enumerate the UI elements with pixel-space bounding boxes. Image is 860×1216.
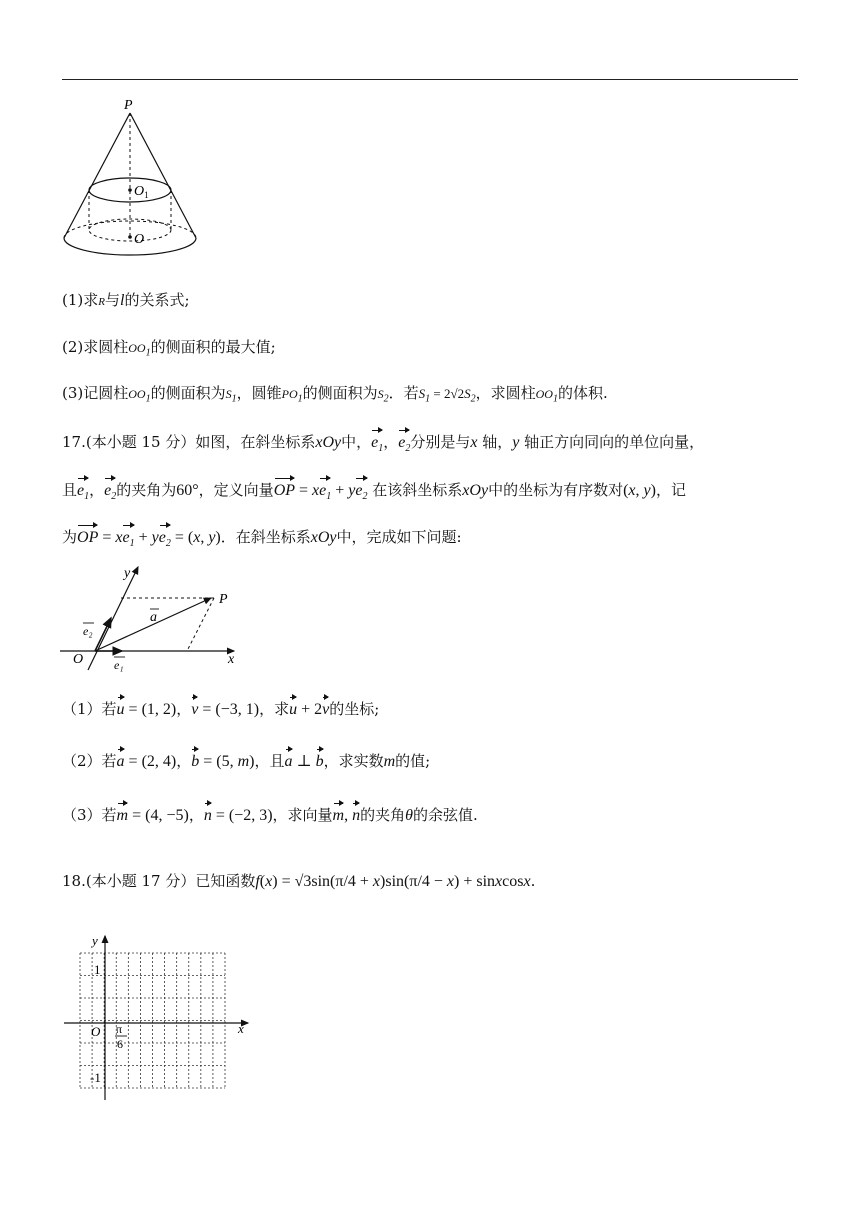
grid-coordinate-figure [60, 930, 250, 1102]
q17-part1: （1）若u = (1, 2)，v = (−3, 1)，求u + 2v的坐标; [62, 700, 380, 718]
label-6: 6 [117, 1037, 123, 1051]
parallel-dashed-right [187, 598, 214, 651]
label-o: O [134, 232, 145, 247]
dashed-grid [80, 953, 225, 1088]
point-o1 [128, 188, 132, 192]
q17-line1: 17.(本小题 15 分）如图，在斜坐标系xOy中，$e_1$，$e_2$分别是与x 轴，y 轴正方向同向的单位向量， [62, 432, 704, 459]
q17-part3: （3）若m = (4, −5)，n = (−2, 3)，求向量m, n的夹角θ的余弦值. [62, 806, 478, 824]
y-axis [88, 567, 138, 670]
vector-e2 [95, 618, 111, 651]
q18-line1: 18.(本小题 17 分）已知函数f(x) = √3sin(π/4 + x)sin(π/4 − x) + sinxcosx. [62, 872, 536, 890]
label-e1: e₁ [114, 658, 124, 672]
label-p: P [219, 592, 228, 607]
label-y: y [92, 933, 98, 948]
point-o [128, 235, 132, 239]
q16-part1: (1)求R与l的关系式; [62, 291, 190, 309]
label-e2: e₂ [83, 624, 93, 638]
label-a: a [150, 610, 157, 625]
q17-line2: 且$e_1$，$e_2$的夹角为60°，定义向量OP = $xe_1 + ye_2$ 在该斜坐标系xOy中的坐标为有序数对(x, y)，记 [62, 480, 686, 507]
label-x: x [238, 1021, 244, 1036]
label-p: P [124, 98, 133, 113]
label-neg1: -1 [90, 1070, 101, 1085]
q16-part2: (2)求圆柱$OO_1$的侧面积的最大值; [62, 338, 276, 359]
label-o1: $O_1$ [134, 184, 149, 200]
label-y: y [124, 566, 131, 581]
oblique-coordinate-figure [58, 562, 243, 674]
label-o: O [91, 1024, 101, 1039]
header-rule [62, 79, 798, 80]
label-x: x [228, 652, 235, 667]
cone-right-generatrix [130, 113, 196, 238]
q17-line3: 为OP = $xe_1 + ye_2 = (x$, y)．在斜坐标系xOy中，完成如下问题: [62, 527, 462, 554]
q17-part2: （2）若a = (2, 4)，b = (5, m)，且a ⊥ b，求实数m的值; [62, 752, 431, 770]
label-1: 1 [94, 962, 101, 977]
q16-part3: (3)记圆柱$OO_1$的侧面积为$S_1$，圆锥$PO_1$的侧面积为$S_2$．若$S_1 = 2√2S_2$，求圆柱$OO_1$的体积. [62, 384, 608, 405]
label-pi: π [116, 1022, 123, 1036]
label-o: O [73, 652, 84, 667]
cone-cylinder-figure [60, 96, 230, 266]
